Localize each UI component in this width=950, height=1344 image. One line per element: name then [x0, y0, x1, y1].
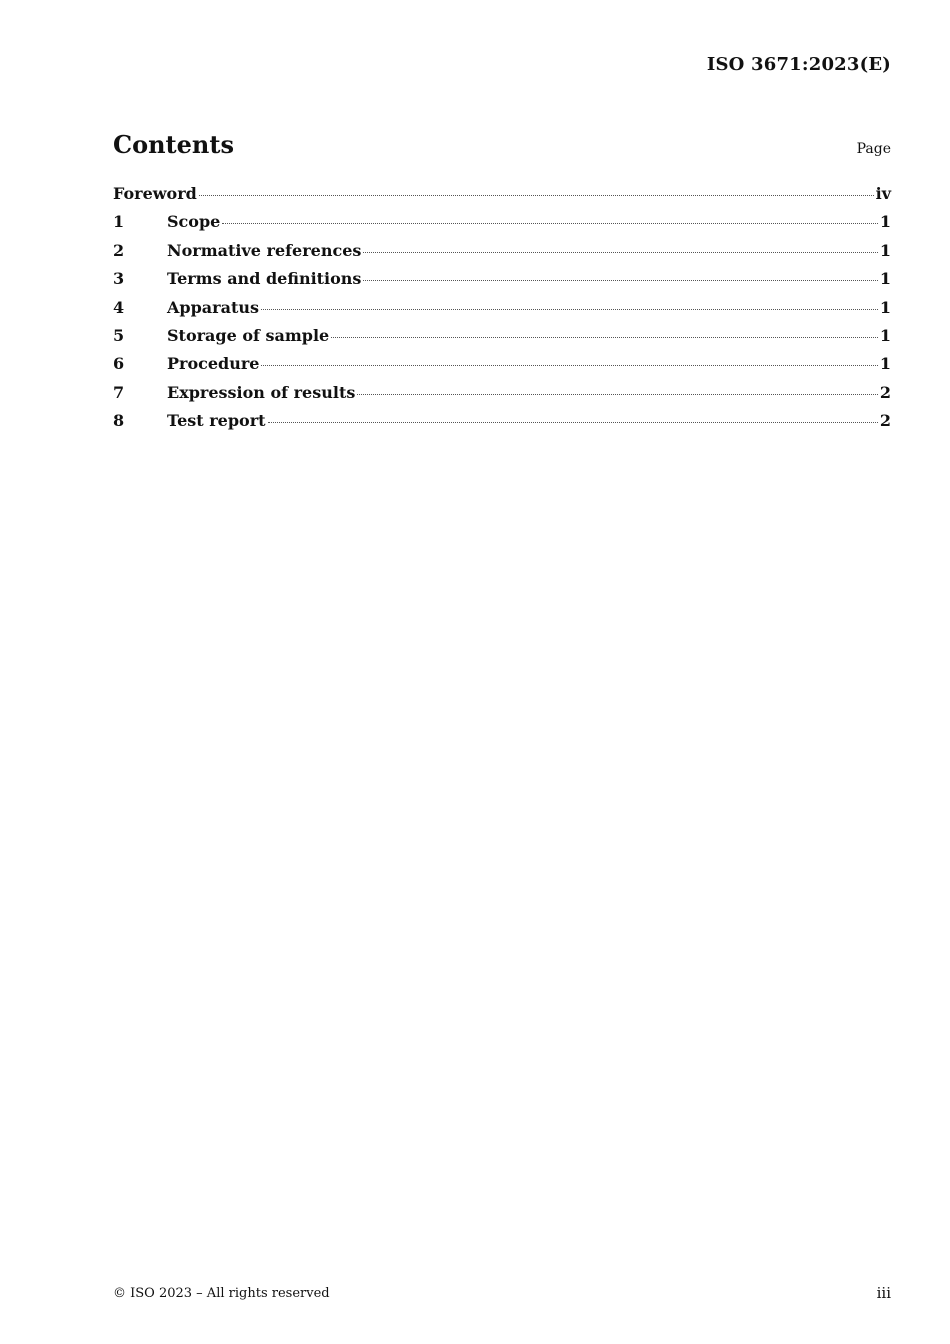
toc-entry-number: 8	[113, 411, 125, 431]
table-of-contents	[113, 184, 891, 440]
toc-entry-page: 1	[879, 297, 891, 317]
toc-entry-number: 7	[113, 382, 125, 402]
dot-leader	[357, 394, 878, 395]
toc-entry-page: 2	[879, 411, 891, 431]
contents-heading: Contents	[113, 130, 234, 159]
page-number: iii	[876, 1284, 891, 1302]
toc-entry-page: iv	[875, 184, 891, 203]
toc-entry-number: 5	[113, 325, 125, 345]
toc-entry-page: 1	[879, 212, 891, 232]
toc-entry-page: 2	[879, 382, 891, 402]
toc-entry-expression-of-results[interactable]	[113, 383, 891, 411]
dot-leader	[261, 309, 878, 310]
toc-entry-title: Test report	[167, 411, 266, 431]
toc-entry-procedure[interactable]	[113, 354, 891, 382]
toc-entry-terms-and-definitions[interactable]	[113, 269, 891, 297]
toc-entry-normative-references[interactable]	[113, 241, 891, 269]
toc-entry-page: 1	[879, 325, 891, 345]
dot-leader	[268, 422, 878, 423]
toc-entry-title: Storage of sample	[167, 325, 330, 345]
toc-entry-number: 2	[113, 240, 125, 260]
toc-entry-page: 1	[879, 240, 891, 260]
toc-entry-number: 3	[113, 269, 125, 289]
toc-entry-scope[interactable]	[113, 212, 891, 240]
toc-entry-page: 1	[879, 354, 891, 374]
page-column-label: Page	[856, 141, 891, 157]
toc-entry-number: 4	[113, 297, 125, 317]
dot-leader	[199, 195, 874, 196]
toc-entry-title: Normative references	[167, 240, 362, 260]
dot-leader	[222, 223, 878, 224]
dot-leader	[331, 337, 878, 338]
toc-entry-number: 1	[113, 212, 125, 232]
toc-entry-title: Apparatus	[167, 297, 259, 317]
toc-entry-apparatus[interactable]	[113, 298, 891, 326]
toc-entry-title: Terms and definitions	[167, 269, 362, 289]
dot-leader	[363, 280, 877, 281]
toc-entry-storage-of-sample[interactable]	[113, 326, 891, 354]
toc-entry-title: Expression of results	[167, 382, 356, 402]
toc-entry-page: 1	[879, 269, 891, 289]
toc-entry-title: Foreword	[113, 184, 197, 203]
toc-entry-test-report[interactable]	[113, 411, 891, 439]
toc-entry-number: 6	[113, 354, 125, 374]
copyright-notice: © ISO 2023 – All rights reserved	[113, 1286, 330, 1301]
document-identifier: ISO 3671:2023(E)	[706, 54, 891, 75]
toc-entry-title: Procedure	[167, 354, 260, 374]
dot-leader	[261, 365, 877, 366]
toc-entry-foreword[interactable]	[113, 184, 891, 212]
dot-leader	[363, 252, 877, 253]
toc-entry-title: Scope	[167, 212, 221, 232]
